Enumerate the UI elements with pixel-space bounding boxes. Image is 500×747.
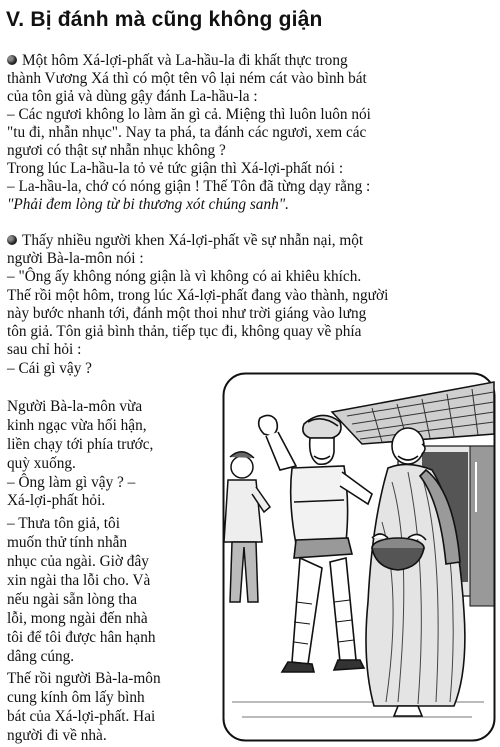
- page-title: V. Bị đánh mà cũng không giận: [6, 8, 323, 31]
- column-line-7: – Thưa tôn giả, tôi: [7, 515, 120, 532]
- column-line-4: quỳ xuống.: [7, 455, 76, 472]
- para2-line-3: – "Ông ấy không nóng giận là vì không có ai khiêu khích.: [7, 268, 362, 285]
- para1-line-1: [7, 52, 348, 70]
- column-line-10: xin ngài tha lỗi cho. Và: [7, 572, 151, 589]
- para1-line-6: ngươi có thật sự nhẫn nhục không ?: [7, 142, 226, 159]
- para1-line-9: "Phải đem lòng từ bi thương xót chúng sanh".: [7, 196, 289, 213]
- bullet-icon: [7, 55, 17, 65]
- para1-line-3: của tôn giả và dùng gậy đánh La-hầu-la :: [7, 88, 258, 105]
- column-line-12: lỗi, mong ngài đến nhà: [7, 610, 148, 627]
- column-line-18: người đi về nhà.: [7, 727, 107, 744]
- column-line-3: liền chạy tới phía trước,: [7, 436, 154, 453]
- bullet-icon: [7, 235, 17, 245]
- para1-line-4: – Các ngươi không lo làm ăn gì cả. Miệng thì luôn luôn nói: [7, 106, 371, 123]
- para1-line-2: thành Vương Xá thì có một tên vô lại ném cát vào bình bát: [7, 70, 367, 87]
- column-line-11: nếu ngài sẵn lòng tha: [7, 591, 137, 608]
- para1-line-8: – La-hầu-la, chớ có nóng giận ! Thế Tôn đã từng dạy rằng :: [7, 178, 371, 195]
- para2-line-4: Thế rồi một hôm, trong lúc Xá-lợi-phất đang vào thành, người: [7, 287, 389, 304]
- para1-line-5: "tu đi, nhẫn nhục". Nay ta phá, ta đánh các ngươi, xem các: [7, 124, 367, 141]
- para2-line-7: sau chỉ hỏi :: [7, 341, 82, 358]
- column-line-17: bát của Xá-lợi-phất. Hai: [7, 708, 156, 725]
- column-line-6: Xá-lợi-phất hỏi.: [7, 492, 106, 509]
- para2-line-2: người Bà-la-môn nói :: [7, 250, 144, 267]
- para1-line-1-text: Một hôm Xá-lợi-phất và La-hầu-la đi khất thực trong: [22, 52, 348, 69]
- para2-line-8: – Cái gì vậy ?: [7, 360, 92, 377]
- column-line-2: kinh ngạc vừa hối hận,: [7, 417, 147, 434]
- column-line-14: dâng cúng.: [7, 648, 75, 665]
- para2-line-5: này bước nhanh tới, đánh một thoi như trời giáng vào lưng: [7, 305, 367, 322]
- column-line-15: Thế rồi người Bà-la-môn: [7, 670, 161, 687]
- column-line-5: – Ông làm gì vậy ? –: [7, 474, 136, 491]
- para2-line-1: [7, 232, 363, 250]
- para2-line-6: tôn giả. Tôn giả bình thản, tiếp tục đi, không quay về phía: [7, 323, 362, 340]
- para2-line-1-text: Thấy nhiều người khen Xá-lợi-phất về sự nhẫn nại, một: [22, 232, 364, 249]
- illustration: [222, 372, 496, 742]
- column-line-9: nhục của ngài. Giờ đây: [7, 553, 149, 570]
- column-line-13: tôi để tôi được hân hạnh: [7, 629, 156, 646]
- column-line-16: cung kính ôm lấy bình: [7, 689, 145, 706]
- column-line-1: Người Bà-la-môn vừa: [7, 398, 143, 415]
- para1-line-7: Trong lúc La-hầu-la tỏ vẻ tức giận thì Xá-lợi-phất nói :: [7, 160, 344, 177]
- column-line-8: muốn thử tính nhẫn: [7, 534, 128, 551]
